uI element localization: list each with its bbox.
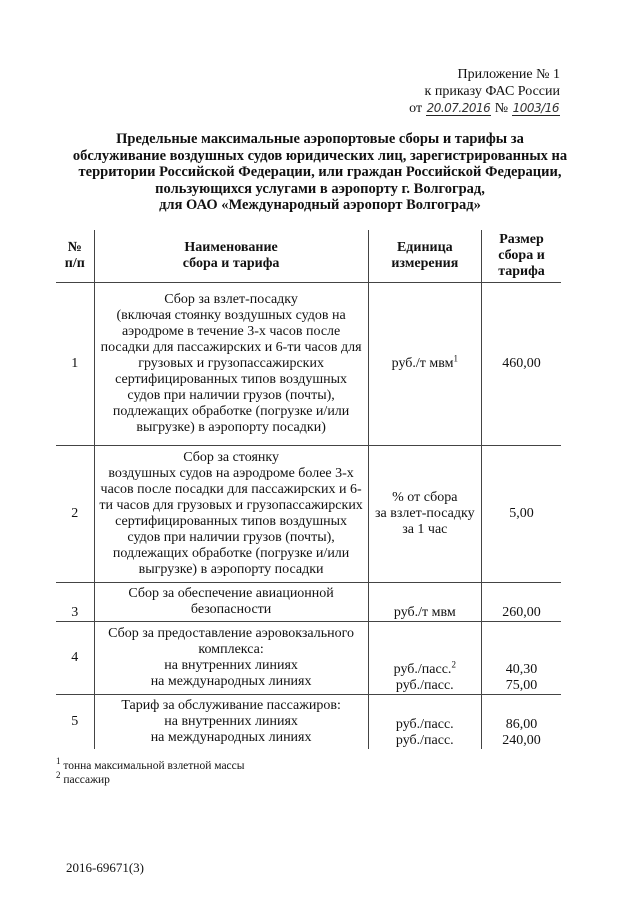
appendix-label: Приложение № 1 [457, 67, 560, 82]
title-line: обслуживание воздушных судов юридических лиц, зарегистрированных на [72, 147, 568, 164]
title-line: Предельные максимальные аэропортовые сборы и тарифы за [116, 131, 524, 147]
footnote-text: тонна максимальной взлетной массы [63, 760, 245, 772]
header-unit: Единица измерения [368, 230, 481, 283]
footnote-mark: 2 [56, 770, 61, 781]
table-header-row [56, 230, 561, 283]
row-number: 2 [56, 446, 94, 583]
row-name: Сбор за стоянку воздушных судов на аэродроме более 3-х часов после посадки для пассажирских и 6- ти часов для грузовых и грузопассажирских сертифицированных типов воздушных судов при наличии грузов (почты), подлежащих обработке (погрузке и/или выгрузке) в аэропорту посадки [94, 446, 368, 583]
row-unit: руб./пасс. руб./пасс. [368, 695, 481, 749]
row-unit: руб./т мвм [368, 583, 481, 622]
number-prefix: № [494, 101, 509, 116]
row-number: 3 [56, 583, 94, 622]
row-value: 86,00 240,00 [482, 695, 561, 749]
order-date-number [380, 100, 560, 117]
footnote-mark: 1 [56, 756, 61, 767]
row-value: 460,00 [482, 283, 561, 446]
title-line: территории Российской Федерации, или граждан Российской Федерации, [78, 164, 562, 180]
row-value: 5,00 [482, 446, 561, 583]
handwritten-date: 20.07.2016 [426, 101, 491, 115]
header-num: № п/п [56, 230, 94, 283]
row-number: 5 [56, 695, 94, 749]
row-name: Сбор за предоставление аэровокзального комплекса: на внутренних линиях на международных линиях [94, 622, 368, 695]
date-prefix: от [409, 101, 423, 116]
table-row [56, 695, 561, 749]
row-unit: руб./т мвм$^1$ [368, 283, 481, 446]
header-value: Размер сбора и тарифа [482, 230, 561, 283]
row-name: Тариф за обслуживание пассажиров: на внутренних линиях на международных линиях [94, 695, 368, 749]
title-line: пользующихся услугами в аэропорту г. Волгоград, [155, 180, 485, 197]
table-row [56, 283, 561, 446]
row-value: 260,00 [482, 583, 561, 622]
document-title [40, 131, 600, 214]
row-name: Сбор за обеспечение авиационной безопасности [94, 583, 368, 622]
footnotes [56, 756, 245, 787]
footnote-text: пассажир [63, 774, 110, 786]
appendix-header [380, 66, 560, 117]
row-number: 1 [56, 283, 94, 446]
document-number: 2016-69671(3) [66, 860, 144, 875]
footnote-mark: 2 [451, 659, 456, 670]
order-reference: к приказу ФАС России [424, 84, 560, 99]
row-name: Сбор за взлет-посадку (включая стоянку воздушных судов на аэродроме в течение 3-х часов после посадки для пассажирских и 6-ти часов для грузовых и грузопассажирских сертифицированных типов воздушных судов при наличии грузов (почты), подлежащих обработке (погрузке и/или выгрузке) в аэропорту посадки) [94, 283, 368, 446]
footnote [56, 756, 245, 773]
row-number: 4 [56, 622, 94, 695]
table-row [56, 583, 561, 622]
table-row [56, 622, 561, 695]
footnote-mark: 1 [453, 353, 458, 364]
handwritten-number: 1003/16 [512, 101, 559, 115]
title-line: для ОАО «Международный аэропорт Волгоград» [159, 197, 481, 213]
header-name: Наименование сбора и тарифа [94, 230, 368, 283]
row-unit: руб./пасс.$^2$ руб./пасс. [368, 622, 481, 695]
row-unit: % от сбора за взлет-посадку за 1 час [368, 446, 481, 583]
tariffs-table [56, 230, 561, 749]
footnote [56, 770, 244, 787]
row-value: 40,30 75,00 [482, 622, 561, 695]
table-row [56, 446, 561, 583]
